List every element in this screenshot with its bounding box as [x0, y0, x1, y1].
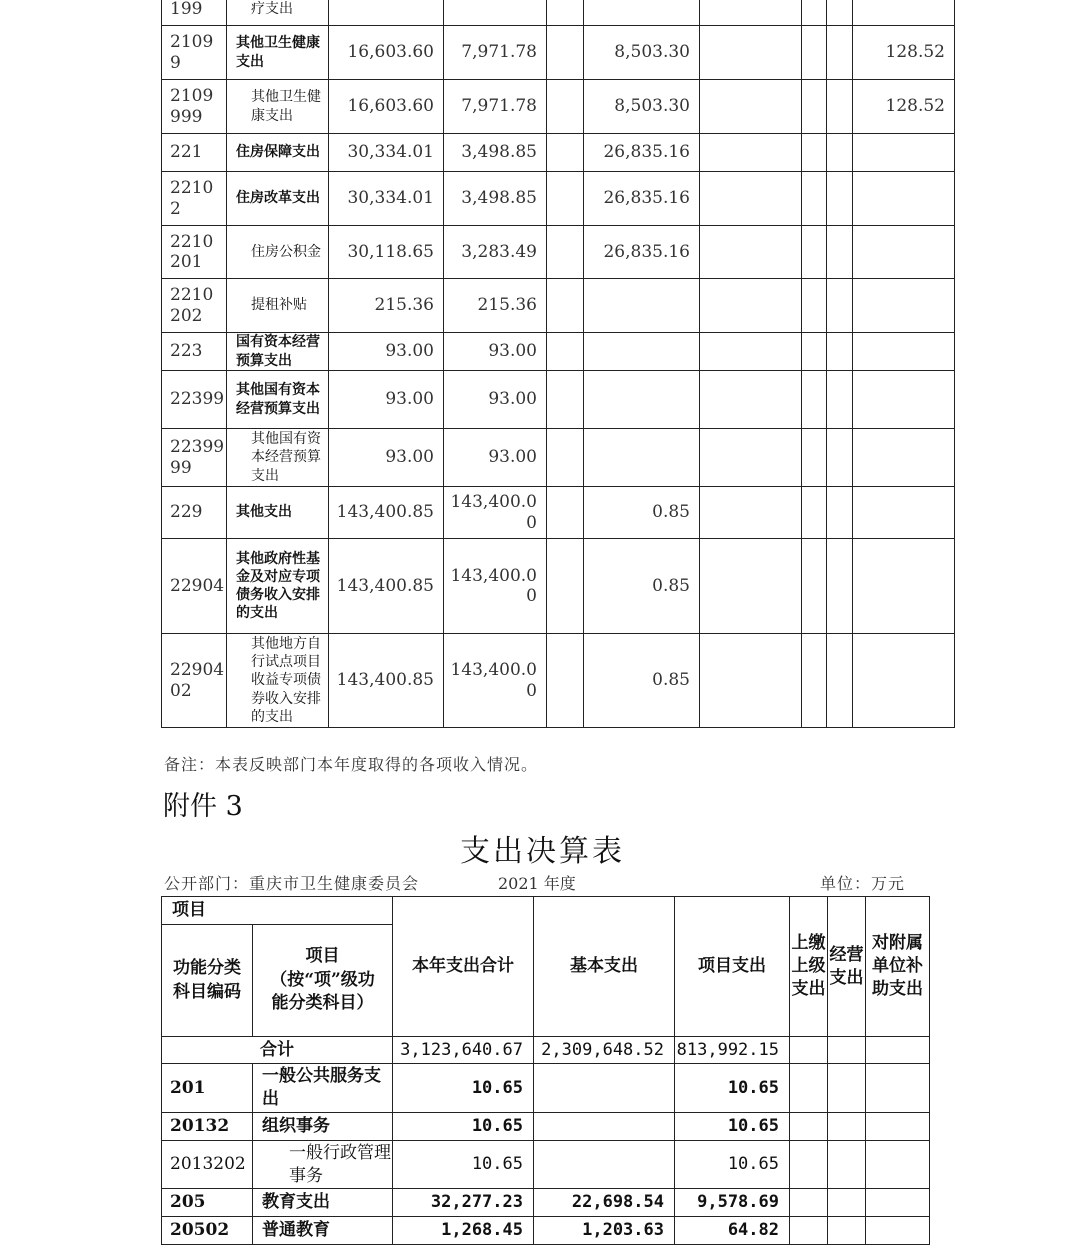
row-subsidy	[866, 1189, 930, 1217]
row-col7	[827, 0, 853, 26]
row-upper-remit	[790, 1064, 828, 1113]
row-business	[828, 1064, 866, 1113]
row-basic: 143,400.0 0	[444, 634, 547, 728]
row-col9	[853, 279, 955, 333]
table-row	[162, 80, 955, 134]
row-code: 2109 9	[162, 26, 227, 80]
table-row	[162, 634, 955, 728]
header-project-expense: 项目支出	[675, 897, 790, 1037]
header-project: 项目	[162, 897, 393, 925]
row-name: 国有资本经营预算支出	[227, 333, 329, 371]
row-basic: 22,698.54	[534, 1189, 675, 1217]
row-col5	[700, 539, 802, 634]
row-col9	[853, 172, 955, 226]
row-col3	[547, 80, 584, 134]
row-code: 22904 02	[162, 634, 227, 728]
row-name: 其他卫生健康支出	[227, 80, 329, 134]
total-project: 813,992.15	[675, 1037, 790, 1064]
row-total: 16,603.60	[329, 80, 444, 134]
row-name: 住房公积金	[227, 226, 329, 279]
row-code: 20502	[162, 1217, 253, 1245]
row-col3	[547, 429, 584, 487]
row-name: 其他国有资本经营预算支出	[227, 371, 329, 429]
row-subsidy	[866, 1217, 930, 1245]
row-name: 其他支出	[227, 487, 329, 539]
row-col4	[584, 279, 700, 333]
row-total: 93.00	[329, 429, 444, 487]
table-row	[162, 134, 955, 172]
row-col9	[853, 539, 955, 634]
row-col4	[584, 371, 700, 429]
row-total: 10.65	[393, 1141, 534, 1189]
row-col3	[547, 134, 584, 172]
row-basic: 7,971.78	[444, 26, 547, 80]
row-col5	[700, 371, 802, 429]
table-row	[162, 1189, 930, 1217]
header-basic: 基本支出	[534, 897, 675, 1037]
row-col4: 26,835.16	[584, 134, 700, 172]
row-col3	[547, 539, 584, 634]
row-project-expense: 9,578.69	[675, 1189, 790, 1217]
row-col9	[853, 429, 955, 487]
table-row	[162, 1064, 930, 1113]
row-basic	[444, 0, 547, 26]
row-col5	[700, 134, 802, 172]
row-total: 143,400.85	[329, 487, 444, 539]
row-col9	[853, 134, 955, 172]
row-col6	[802, 429, 827, 487]
table-row	[162, 279, 955, 333]
department-label: 公开部门：重庆市卫生健康委员会	[164, 874, 420, 893]
header-business: 经营支出	[828, 897, 866, 1037]
row-code: 20132	[162, 1113, 253, 1141]
row-project-expense: 10.65	[675, 1141, 790, 1189]
row-name: 疗支出	[227, 0, 329, 26]
row-col9	[853, 0, 955, 26]
row-col5	[700, 333, 802, 371]
row-col5	[700, 634, 802, 728]
table-row	[162, 172, 955, 226]
row-col6	[802, 26, 827, 80]
row-col6	[802, 279, 827, 333]
table-row	[162, 333, 955, 371]
row-basic: 215.36	[444, 279, 547, 333]
row-business	[828, 1189, 866, 1217]
row-code: 2210 2	[162, 172, 227, 226]
row-col7	[827, 80, 853, 134]
row-code: 201	[162, 1064, 253, 1113]
row-col5	[700, 80, 802, 134]
row-col7	[827, 487, 853, 539]
row-total: 32,277.23	[393, 1189, 534, 1217]
row-code: 199	[162, 0, 227, 26]
row-total: 30,118.65	[329, 226, 444, 279]
total-basic: 2,309,648.52	[534, 1037, 675, 1064]
header-total: 本年支出合计	[393, 897, 534, 1037]
row-total: 93.00	[329, 333, 444, 371]
row-code: 223	[162, 333, 227, 371]
header-name: 项目（按“项”级功能分类科目）	[253, 925, 393, 1037]
income-table-continued	[161, 0, 955, 728]
row-col3	[547, 279, 584, 333]
table-row	[162, 0, 955, 26]
row-col9	[853, 226, 955, 279]
row-name: 一般行政管理事务	[253, 1141, 393, 1189]
row-col7	[827, 26, 853, 80]
row-col7	[827, 429, 853, 487]
table-row	[162, 1141, 930, 1189]
table-row	[162, 539, 955, 634]
row-basic: 93.00	[444, 333, 547, 371]
row-total: 143,400.85	[329, 634, 444, 728]
row-name: 其他政府性基金及对应专项债务收入安排的支出	[227, 539, 329, 634]
row-name: 普通教育	[253, 1217, 393, 1245]
row-total: 215.36	[329, 279, 444, 333]
row-business	[828, 1217, 866, 1245]
row-col9	[853, 371, 955, 429]
row-name: 组织事务	[253, 1113, 393, 1141]
row-code: 205	[162, 1189, 253, 1217]
row-col6	[802, 634, 827, 728]
row-col7	[827, 634, 853, 728]
row-total: 10.65	[393, 1064, 534, 1113]
header-subsidy: 对附属单位补助支出	[866, 897, 930, 1037]
row-upper-remit	[790, 1113, 828, 1141]
row-col4: 0.85	[584, 539, 700, 634]
row-col4: 8,503.30	[584, 80, 700, 134]
row-col3	[547, 0, 584, 26]
row-basic: 1,203.63	[534, 1217, 675, 1245]
row-col9	[853, 487, 955, 539]
row-business	[828, 1141, 866, 1189]
row-col6	[802, 172, 827, 226]
row-col9: 128.52	[853, 26, 955, 80]
row-col3	[547, 487, 584, 539]
row-name: 其他国有资本经营预算支出	[227, 429, 329, 487]
table-row	[162, 1217, 930, 1245]
row-col3	[547, 634, 584, 728]
row-col7	[827, 333, 853, 371]
table-row	[162, 1113, 930, 1141]
row-col9	[853, 333, 955, 371]
row-basic: 93.00	[444, 371, 547, 429]
row-col4	[584, 333, 700, 371]
row-col7	[827, 172, 853, 226]
row-col5	[700, 226, 802, 279]
row-subsidy	[866, 1113, 930, 1141]
row-upper-remit	[790, 1141, 828, 1189]
row-col6	[802, 226, 827, 279]
row-code: 22399	[162, 371, 227, 429]
row-total: 1,268.45	[393, 1217, 534, 1245]
row-name: 提租补贴	[227, 279, 329, 333]
row-code: 229	[162, 487, 227, 539]
row-basic	[534, 1113, 675, 1141]
row-basic	[534, 1064, 675, 1113]
row-col4: 8,503.30	[584, 26, 700, 80]
row-col7	[827, 539, 853, 634]
row-col5	[700, 487, 802, 539]
row-col3	[547, 172, 584, 226]
row-code: 22399 99	[162, 429, 227, 487]
row-total: 30,334.01	[329, 134, 444, 172]
row-col4	[584, 0, 700, 26]
row-project-expense: 64.82	[675, 1217, 790, 1245]
table-note: 备注：本表反映部门本年度取得的各项收入情况。	[164, 755, 539, 774]
total-label: 合计	[162, 1037, 393, 1064]
row-basic: 3,283.49	[444, 226, 547, 279]
expenditure-table	[161, 896, 930, 1245]
table-row	[162, 429, 955, 487]
unit-label: 单位：万元	[820, 874, 906, 893]
table-row	[162, 487, 955, 539]
row-col4: 0.85	[584, 634, 700, 728]
row-col4	[584, 429, 700, 487]
row-total: 16,603.60	[329, 26, 444, 80]
row-code: 221	[162, 134, 227, 172]
row-col4: 26,835.16	[584, 172, 700, 226]
row-col6	[802, 487, 827, 539]
row-name: 一般公共服务支出	[253, 1064, 393, 1113]
row-name: 教育支出	[253, 1189, 393, 1217]
row-basic: 7,971.78	[444, 80, 547, 134]
row-code: 2109 999	[162, 80, 227, 134]
row-basic: 3,498.85	[444, 134, 547, 172]
row-basic: 143,400.0 0	[444, 539, 547, 634]
row-col7	[827, 371, 853, 429]
table-row	[162, 371, 955, 429]
row-col7	[827, 134, 853, 172]
row-col5	[700, 279, 802, 333]
row-subsidy	[866, 1141, 930, 1189]
row-project-expense: 10.65	[675, 1113, 790, 1141]
row-col6	[802, 80, 827, 134]
row-col3	[547, 226, 584, 279]
row-name: 住房保障支出	[227, 134, 329, 172]
row-col4: 0.85	[584, 487, 700, 539]
row-col4: 26,835.16	[584, 226, 700, 279]
row-total: 10.65	[393, 1113, 534, 1141]
row-col3	[547, 26, 584, 80]
row-col5	[700, 429, 802, 487]
row-total: 93.00	[329, 371, 444, 429]
row-col9: 128.52	[853, 80, 955, 134]
row-total	[329, 0, 444, 26]
row-code: 2013202	[162, 1141, 253, 1189]
header-upper-remit: 上缴上级支出	[790, 897, 828, 1037]
row-name: 其他卫生健康支出	[227, 26, 329, 80]
row-basic: 143,400.0 0	[444, 487, 547, 539]
row-col5	[700, 0, 802, 26]
row-col7	[827, 279, 853, 333]
row-col6	[802, 0, 827, 26]
row-code: 2210 201	[162, 226, 227, 279]
row-col6	[802, 333, 827, 371]
header-code: 功能分类科目编码	[162, 925, 253, 1037]
page-title: 支出决算表	[460, 834, 625, 869]
row-name: 住房改革支出	[227, 172, 329, 226]
row-col6	[802, 134, 827, 172]
row-upper-remit	[790, 1189, 828, 1217]
row-col5	[700, 26, 802, 80]
row-basic	[534, 1141, 675, 1189]
row-code: 22904	[162, 539, 227, 634]
row-total: 143,400.85	[329, 539, 444, 634]
row-total: 30,334.01	[329, 172, 444, 226]
row-col6	[802, 539, 827, 634]
row-project-expense: 10.65	[675, 1064, 790, 1113]
table-row	[162, 226, 955, 279]
row-business	[828, 1113, 866, 1141]
total-sum: 3,123,640.67	[393, 1037, 534, 1064]
row-col7	[827, 226, 853, 279]
row-name: 其他地方自行试点项目收益专项债券收入安排的支出	[227, 634, 329, 728]
row-subsidy	[866, 1064, 930, 1113]
row-col9	[853, 634, 955, 728]
row-col6	[802, 371, 827, 429]
row-basic: 93.00	[444, 429, 547, 487]
row-col3	[547, 333, 584, 371]
year-label: 2021 年度	[498, 874, 576, 893]
row-code: 2210 202	[162, 279, 227, 333]
row-col5	[700, 172, 802, 226]
row-upper-remit	[790, 1217, 828, 1245]
table-row	[162, 26, 955, 80]
attachment-label: 附件 3	[163, 791, 243, 822]
row-col3	[547, 371, 584, 429]
row-basic: 3,498.85	[444, 172, 547, 226]
